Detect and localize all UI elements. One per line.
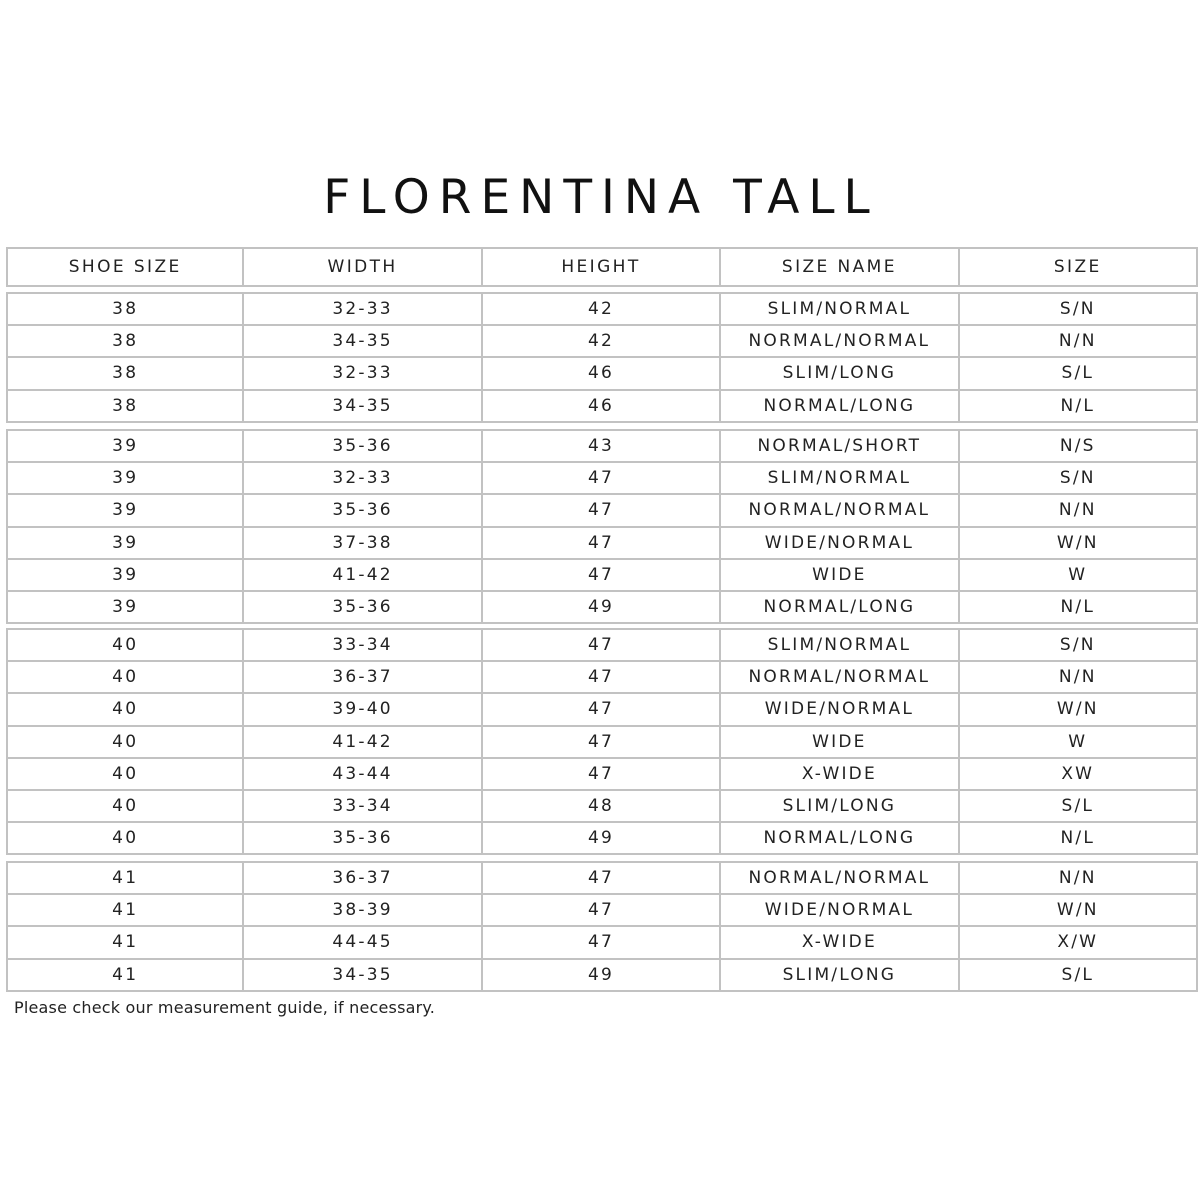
shoe-size-cell: 40 <box>6 759 244 789</box>
height-cell: 46 <box>483 391 721 421</box>
page-title: FLORENTINA TALL <box>323 170 879 225</box>
height-cell: 49 <box>483 823 721 853</box>
width-cell: 39-40 <box>244 694 482 724</box>
size-cell: N/N <box>960 662 1198 692</box>
height-cell: 47 <box>483 927 721 957</box>
height-cell: 47 <box>483 694 721 724</box>
width-cell: 33-34 <box>244 630 482 660</box>
size-name-cell: WIDE/NORMAL <box>721 694 959 724</box>
table-row <box>6 528 1198 560</box>
size-cell: N/N <box>960 863 1198 893</box>
shoe-size-cell: 40 <box>6 823 244 853</box>
size-name-cell: NORMAL/LONG <box>721 823 959 853</box>
size-cell: S/L <box>960 358 1198 388</box>
table-row <box>6 759 1198 791</box>
width-cell: 32-33 <box>244 463 482 493</box>
size-cell: W/N <box>960 895 1198 925</box>
width-cell: 36-37 <box>244 863 482 893</box>
size-name-cell: NORMAL/LONG <box>721 391 959 421</box>
height-cell: 47 <box>483 495 721 525</box>
width-cell: 34-35 <box>244 391 482 421</box>
size-name-cell: SLIM/LONG <box>721 791 959 821</box>
shoe-size-cell: 39 <box>6 495 244 525</box>
table-row <box>6 694 1198 726</box>
height-cell: 49 <box>483 960 721 990</box>
width-cell: 34-35 <box>244 326 482 356</box>
height-cell: 42 <box>483 294 721 324</box>
width-cell: 34-35 <box>244 960 482 990</box>
shoe-size-cell: 39 <box>6 528 244 558</box>
height-cell: 47 <box>483 560 721 590</box>
height-cell: 47 <box>483 662 721 692</box>
size-name-cell: SLIM/LONG <box>721 960 959 990</box>
table-row <box>6 895 1198 927</box>
size-cell: S/N <box>960 294 1198 324</box>
size-name-cell: X-WIDE <box>721 927 959 957</box>
size-name-cell: NORMAL/NORMAL <box>721 326 959 356</box>
size-name-cell: SLIM/NORMAL <box>721 630 959 660</box>
size-cell: W <box>960 727 1198 757</box>
width-cell: 44-45 <box>244 927 482 957</box>
table-row <box>6 628 1198 662</box>
column-header-width: WIDTH <box>244 249 482 285</box>
size-cell: W/N <box>960 528 1198 558</box>
table-row <box>6 592 1198 624</box>
table-row <box>6 429 1198 463</box>
height-cell: 49 <box>483 592 721 622</box>
column-header-height: HEIGHT <box>483 249 721 285</box>
size-name-cell: WIDE <box>721 560 959 590</box>
width-cell: 41-42 <box>244 727 482 757</box>
size-cell: W <box>960 560 1198 590</box>
table-row <box>6 727 1198 759</box>
shoe-size-cell: 40 <box>6 791 244 821</box>
size-name-cell: SLIM/LONG <box>721 358 959 388</box>
size-name-cell: NORMAL/SHORT <box>721 431 959 461</box>
size-cell: N/L <box>960 391 1198 421</box>
table-row <box>6 823 1198 855</box>
table-row <box>6 662 1198 694</box>
width-cell: 35-36 <box>244 823 482 853</box>
shoe-size-cell: 39 <box>6 463 244 493</box>
height-cell: 47 <box>483 759 721 789</box>
table-row <box>6 391 1198 423</box>
height-cell: 47 <box>483 528 721 558</box>
height-cell: 43 <box>483 431 721 461</box>
size-cell: S/L <box>960 960 1198 990</box>
width-cell: 35-36 <box>244 495 482 525</box>
size-name-cell: SLIM/NORMAL <box>721 463 959 493</box>
shoe-size-cell: 41 <box>6 960 244 990</box>
shoe-size-cell: 41 <box>6 927 244 957</box>
shoe-size-cell: 40 <box>6 727 244 757</box>
shoe-size-cell: 38 <box>6 358 244 388</box>
table-row <box>6 960 1198 992</box>
size-cell: N/L <box>960 592 1198 622</box>
size-name-cell: SLIM/NORMAL <box>721 294 959 324</box>
shoe-size-cell: 40 <box>6 630 244 660</box>
size-cell: N/S <box>960 431 1198 461</box>
shoe-size-cell: 38 <box>6 326 244 356</box>
shoe-size-cell: 41 <box>6 895 244 925</box>
height-cell: 47 <box>483 463 721 493</box>
size-cell: XW <box>960 759 1198 789</box>
height-cell: 48 <box>483 791 721 821</box>
width-cell: 36-37 <box>244 662 482 692</box>
size-cell: S/N <box>960 463 1198 493</box>
shoe-size-cell: 38 <box>6 294 244 324</box>
table-row <box>6 927 1198 959</box>
width-cell: 33-34 <box>244 791 482 821</box>
height-cell: 47 <box>483 863 721 893</box>
height-cell: 47 <box>483 630 721 660</box>
column-header-size-name: SIZE NAME <box>721 249 959 285</box>
width-cell: 38-39 <box>244 895 482 925</box>
table-row <box>6 560 1198 592</box>
size-cell: S/L <box>960 791 1198 821</box>
table-row <box>6 292 1198 326</box>
shoe-size-cell: 39 <box>6 560 244 590</box>
size-cell: N/L <box>960 823 1198 853</box>
height-cell: 42 <box>483 326 721 356</box>
table-header <box>6 247 1198 287</box>
size-name-cell: NORMAL/NORMAL <box>721 495 959 525</box>
size-name-cell: WIDE/NORMAL <box>721 528 959 558</box>
size-name-cell: WIDE <box>721 727 959 757</box>
size-name-cell: NORMAL/LONG <box>721 592 959 622</box>
width-cell: 32-33 <box>244 358 482 388</box>
table-row <box>6 358 1198 390</box>
size-name-cell: NORMAL/NORMAL <box>721 662 959 692</box>
size-cell: N/N <box>960 495 1198 525</box>
size-name-cell: WIDE/NORMAL <box>721 895 959 925</box>
column-header-shoe-size: SHOE SIZE <box>6 249 244 285</box>
column-header-size: SIZE <box>960 249 1198 285</box>
width-cell: 35-36 <box>244 431 482 461</box>
shoe-size-cell: 40 <box>6 662 244 692</box>
table-row <box>6 791 1198 823</box>
table-row <box>6 463 1198 495</box>
height-cell: 47 <box>483 895 721 925</box>
shoe-size-cell: 39 <box>6 592 244 622</box>
height-cell: 47 <box>483 727 721 757</box>
size-cell: S/N <box>960 630 1198 660</box>
size-name-cell: NORMAL/NORMAL <box>721 863 959 893</box>
shoe-size-cell: 41 <box>6 863 244 893</box>
table-row <box>6 861 1198 895</box>
table-row <box>6 495 1198 527</box>
width-cell: 32-33 <box>244 294 482 324</box>
size-cell: W/N <box>960 694 1198 724</box>
table-row <box>6 326 1198 358</box>
width-cell: 37-38 <box>244 528 482 558</box>
measurement-note: Please check our measurement guide, if necessary. <box>14 998 436 1017</box>
width-cell: 35-36 <box>244 592 482 622</box>
width-cell: 43-44 <box>244 759 482 789</box>
size-cell: X/W <box>960 927 1198 957</box>
height-cell: 46 <box>483 358 721 388</box>
shoe-size-cell: 39 <box>6 431 244 461</box>
size-cell: N/N <box>960 326 1198 356</box>
shoe-size-cell: 40 <box>6 694 244 724</box>
size-name-cell: X-WIDE <box>721 759 959 789</box>
shoe-size-cell: 38 <box>6 391 244 421</box>
width-cell: 41-42 <box>244 560 482 590</box>
